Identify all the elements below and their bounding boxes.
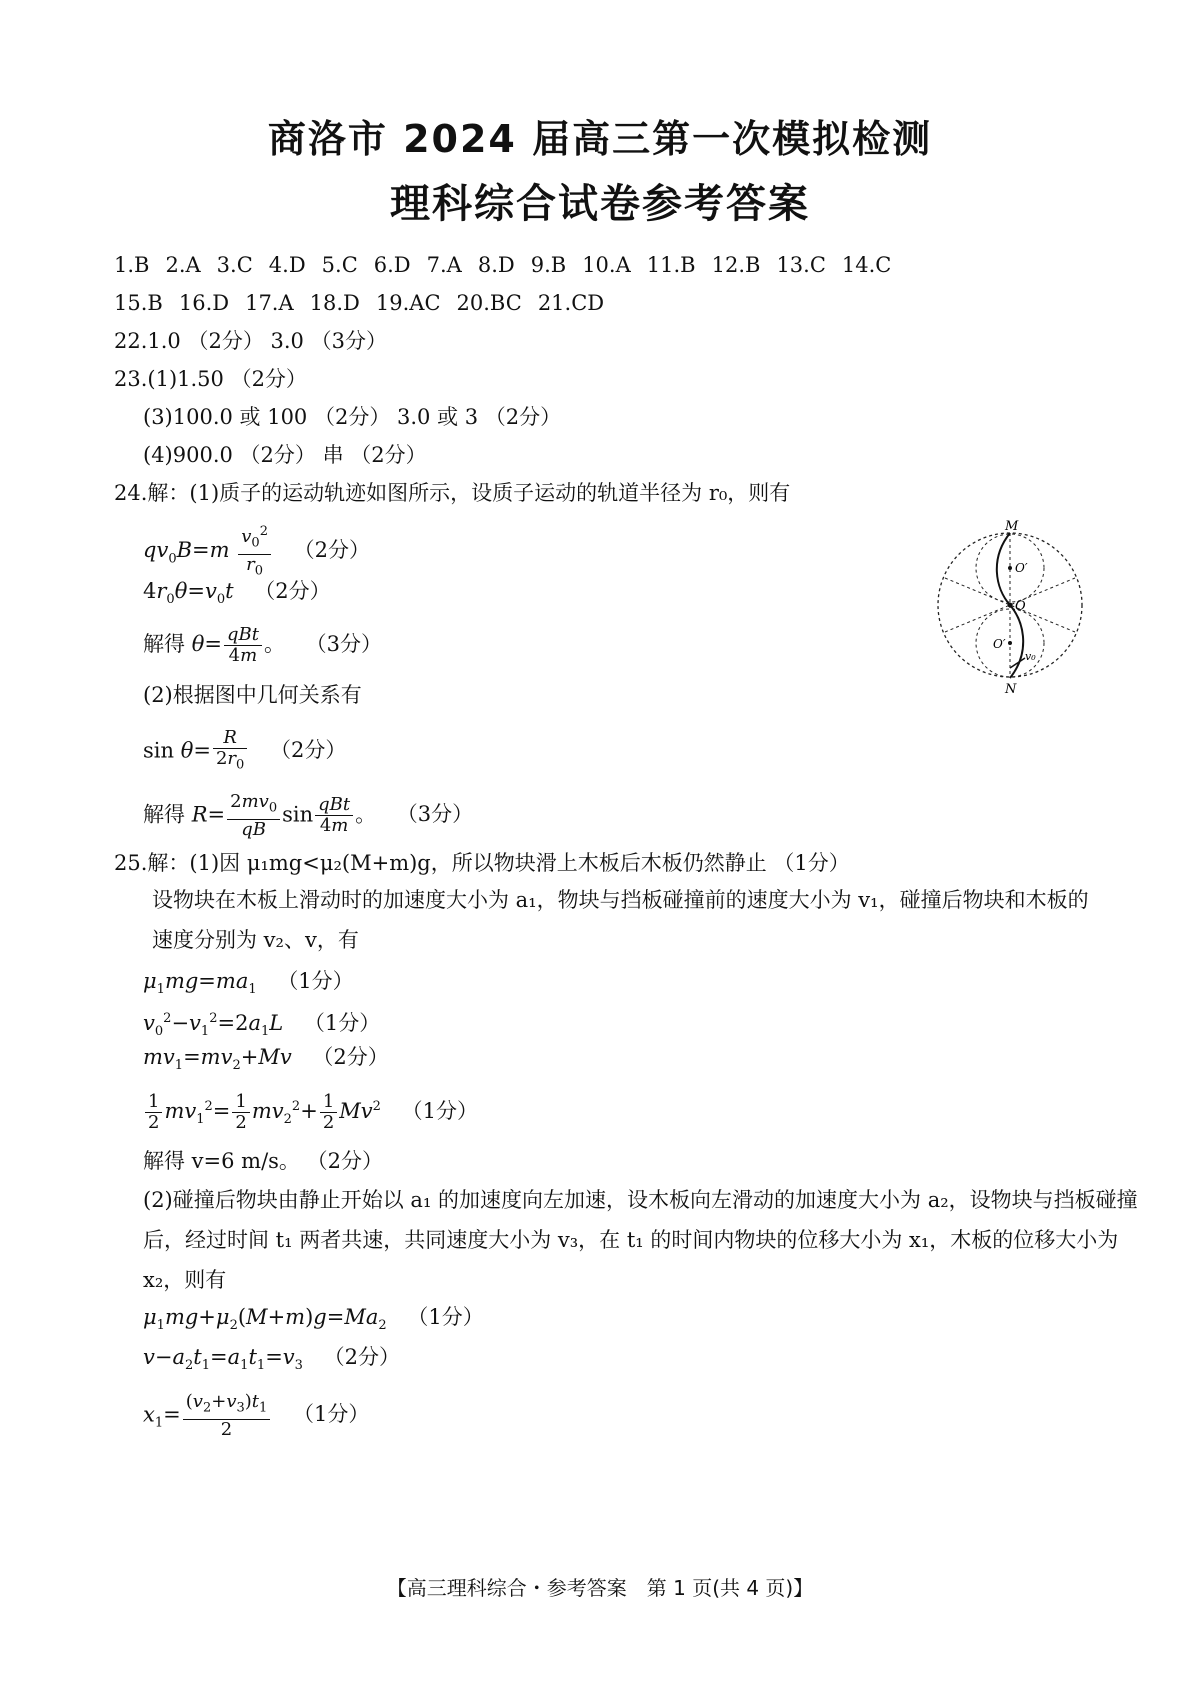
score-label: （1分） <box>293 1402 370 1427</box>
q25-intro: 25.解：(1)因 μ₁mg<μ₂(M+m)g，所以物块滑上木板后木板仍然静止 （1分） <box>114 851 850 875</box>
q24-eq5: 解得 R= $\frac{2mv_0}{qB}$ sin $\frac{\text{qBt}}{4m}$ 。 （3分） <box>143 791 474 840</box>
q23-part4: (4)900.0 （2分） 串 （2分） <box>143 443 427 467</box>
title-line2: 理科综合试卷参考答案 <box>390 181 810 227</box>
score-label: （2分） <box>254 579 331 603</box>
answer-item: 7.A <box>426 253 462 277</box>
q24-eq1: $qv_0B=m$ $\frac{v_0^2}{r_0}$ （2分） <box>143 524 371 579</box>
q24-intro: 24.解：(1)质子的运动轨迹如图所示，设质子运动的轨道半径为 r₀，则有 <box>114 481 791 505</box>
q25-result: 解得 v=6 m/s。 （2分） <box>143 1149 383 1173</box>
score-label: （2分） <box>270 738 347 763</box>
label-O1: O′ <box>1015 561 1028 575</box>
answer-item: 13.C <box>776 253 826 277</box>
choice-answers-row1 <box>114 250 907 280</box>
answer-item: 9.B <box>530 253 567 277</box>
label-N: N <box>1005 682 1017 693</box>
answer-item: 12.B <box>711 253 761 277</box>
answer-item: 14.C <box>841 253 892 277</box>
score-label: （1分） <box>277 969 354 993</box>
label-O: O <box>1015 599 1026 614</box>
q23-part3: (3)100.0 或 100 （2分） 3.0 或 3 （2分） <box>143 405 562 429</box>
q24-eq3: 解得 θ= $\frac{\text{qBt}}{4m}$ 。 （3分） <box>143 624 382 666</box>
score-label: （1分） <box>407 1305 484 1329</box>
answer-item: 2.A <box>165 253 201 277</box>
q25-eq4: $\frac{1}{2}$ $mv_1^2=$ $\frac{1}{2}$ $mv_2^2+$ $\frac{1}{2}$ Mv$^2$ （1分） <box>143 1092 478 1135</box>
answer-item: 21.CD <box>537 291 605 315</box>
score-label: （2分） <box>323 1345 401 1369</box>
label-v0: v₀ <box>1025 650 1036 663</box>
answer-item: 6.D <box>373 253 411 277</box>
score-label: （1分） <box>303 1011 381 1035</box>
trajectory-diagram <box>935 518 1085 693</box>
score-label: （2分） <box>312 1045 389 1069</box>
score-label: （3分） <box>305 632 382 656</box>
q23-part1: 23.(1)1.50 （2分） <box>114 367 307 391</box>
q22-answer: 22.1.0 （2分） 3.0 （3分） <box>114 329 387 353</box>
answer-item: 1.B <box>114 253 150 277</box>
answer-item: 17.A <box>245 291 294 315</box>
score-label: （2分） <box>293 538 371 563</box>
answer-item: 5.C <box>321 253 358 277</box>
q25-eq6: $v-a_2t_1=a_1t_1=v_3$ （2分） <box>143 1345 401 1374</box>
choice-answers-row2 <box>114 288 620 318</box>
answer-item: 15.B <box>114 291 163 315</box>
q25-eq2: $v_0^2-v_1^2=2a_1L$ （1分） <box>143 1011 381 1040</box>
label-O2: O′ <box>993 637 1006 651</box>
answer-item: 11.B <box>646 253 696 277</box>
jiede-label: 解得 <box>143 802 185 827</box>
answer-item: 16.D <box>178 291 230 315</box>
label-M: M <box>1005 519 1019 534</box>
answer-item: 8.D <box>477 253 515 277</box>
score-label: （1分） <box>401 1099 478 1123</box>
page-footer: 【高三理科综合・参考答案 第 1 页(共 4 页)】 <box>386 1576 814 1600</box>
q25-para1: 设物块在木板上滑动时的加速度大小为 a₁，物块与挡板碰撞前的速度大小为 v₁，碰撞后物块和木板的速度分别为 v₂、v，有 <box>152 888 1089 952</box>
answer-item: 19.AC <box>375 291 441 315</box>
answer-item: 10.A <box>582 253 631 277</box>
answer-item: 3.C <box>216 253 253 277</box>
score-label: （3分） <box>396 802 474 827</box>
q25-eq5: $\mu_1mg+\mu_2(M+m)g=Ma_2$ （1分） <box>143 1305 484 1334</box>
q25-eq7: $x_1=$ $\frac{(v_2+v_3)t_1}{2}$ （1分） <box>143 1391 370 1440</box>
answer-item: 4.D <box>268 253 306 277</box>
q24-part2: (2)根据图中几何关系有 <box>143 683 362 707</box>
answer-item: 18.D <box>309 291 360 315</box>
q24-eq4: sin θ= $\frac{R}{2r_0}$ （2分） <box>143 727 347 773</box>
q25-para2: (2)碰撞后物块由静止开始以 a₁ 的加速度向左加速，设木板向左滑动的加速度大小为 a₂，设物块与挡板碰撞后，经过时间 t₁ 两者共速，共同速度大小为 v₃，在 t₁ 的时间内物块的位移大小为 x₁，木板的位移大小为 x₂，则有 <box>143 1188 1138 1292</box>
jiede-label: 解得 <box>143 632 185 656</box>
q25-eq3: $mv_1=mv_2+Mv$ （2分） <box>143 1045 389 1074</box>
q25-eq1: $\mu_1mg=ma_1$ （1分） <box>143 969 354 998</box>
title-line1: 商洛市 2024 届高三第一次模拟检测 <box>267 117 933 161</box>
q24-eq2: $4r_0\theta=v_0t$ （2分） <box>143 579 331 608</box>
answer-item: 20.BC <box>456 291 522 315</box>
